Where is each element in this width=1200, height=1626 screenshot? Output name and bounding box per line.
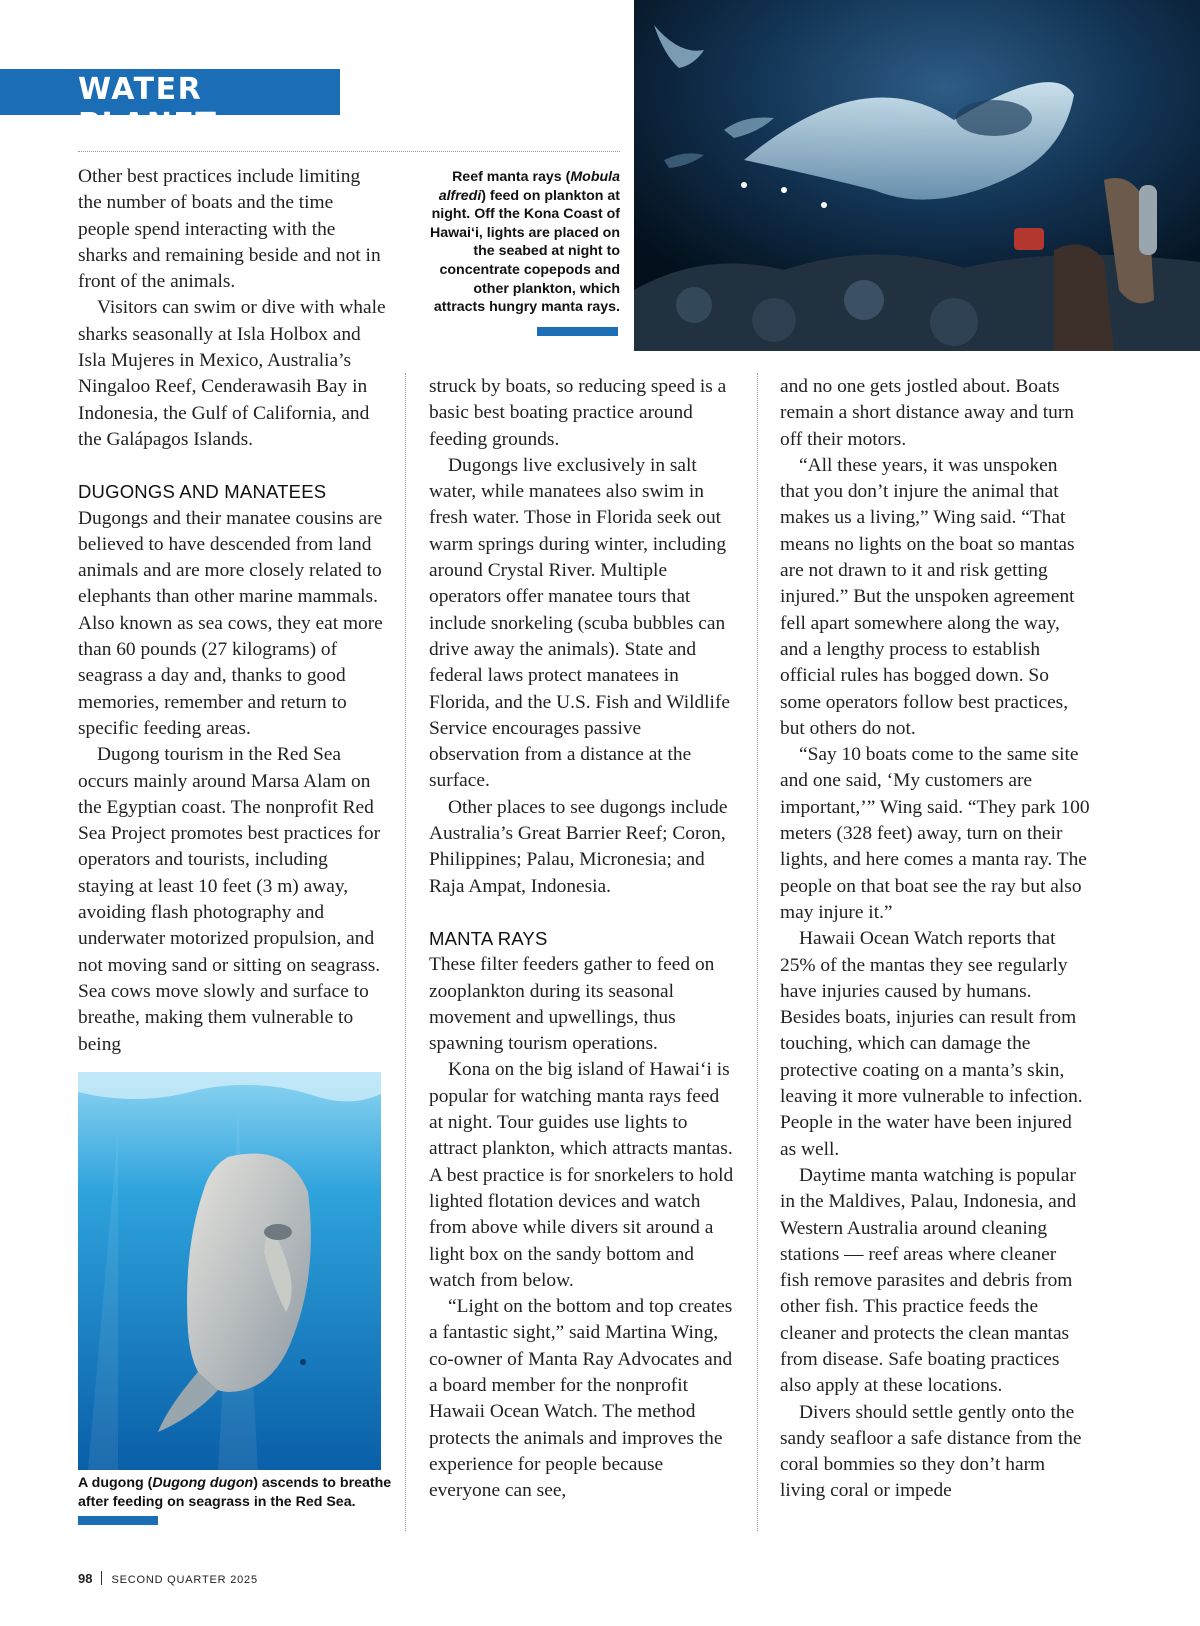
section-tag [0, 69, 340, 142]
paragraph: “Say 10 boats come to the same site and one said, ‘My customers are important,’” Wing said. “They park 100 meters (328 feet) away, turn on their lights, and here comes a manta ray. The people on that boat see the ray but also may injure it.” [780, 744, 1090, 923]
issue-label: SECOND QUARTER 2025 [111, 1574, 258, 1586]
paragraph: Hawaii Ocean Watch reports that 25% of the mantas they see regularly have injuries caused by humans. Besides boats, injuries can result from touching, which can damage the protective coating on a manta’s skin, leaving it more vulnerable to infection. People in the water have been injured as well. [780, 928, 1083, 1160]
manta-species-name: Mobula alfredi [438, 169, 620, 204]
footer-divider [101, 1571, 102, 1585]
paragraph: Dugongs live exclusively in salt water, while manatees also swim in fresh water. Those in Florida seek out warm springs during winter, including around Crystal River. Multiple operators offer manatee tours that include snorkeling (scuba bubbles can drive away the animals). State and federal laws protect manatees in Florida, and the U.S. Fish and Wildlife Service encourages passive observation from a distance at the surface. [429, 454, 731, 792]
paragraph: Dugongs and their manatee cousins are believed to have descended from land animals and are more closely related to elephants than other marine mammals. Also known as sea cows, they eat more than 60 pounds (27 kilograms) of seagrass a day and, thanks to good memories, remember and return to specific feeding areas. [78, 507, 383, 739]
paragraph: These filter feeders gather to feed on zooplankton during its seasonal movement and upwellings, thus spawning tourism operations. [429, 954, 715, 1055]
page-footer [78, 1571, 258, 1586]
caption-accent-bar [78, 1516, 158, 1525]
dugong-photo [78, 1072, 381, 1470]
paragraph: Dugong tourism in the Red Sea occurs mainly around Marsa Alam on the Egyptian coast. The nonprofit Red Sea Project promotes best practices for operators and tourists, including staying at least 10 feet (3 m) away, avoiding flash photography and underwater motorized propulsion, and not moving sand or sitting on seagrass. Sea cows move slowly and surface to breathe, making them vulnerable to being [78, 744, 381, 1055]
subheading-dugongs: DUGONGS AND MANATEES [78, 481, 327, 503]
paragraph: struck by boats, so reducing speed is a basic best boating practice around feeding grounds. [429, 376, 727, 450]
section-label: WATER PLANET [78, 72, 218, 142]
caption-accent-bar [537, 327, 618, 336]
paragraph: Daytime manta watching is popular in the Maldives, Palau, Indonesia, and Western Australia around cleaning stations — reef areas where cleaner fish remove parasites and debris from other fish. This practice feeds the cleaner and protects the clean mantas from disease. Safe boating practices also apply at these locations. [780, 1164, 1077, 1397]
header-rule [78, 151, 620, 152]
manta-ray-photo [634, 0, 1200, 351]
paragraph: “Light on the bottom and top creates a fantastic sight,” said Martina Wing, co-owner of Manta Ray Advocates and a board member for the nonprofit Hawaii Ocean Watch. The method protects the animals and improves the experience for people because everyone can see, [429, 1296, 733, 1502]
dugong-photo-caption: A dugong (Dugong dugon) ascends to breathe after feeding on seagrass in the Red Sea. [78, 1475, 392, 1510]
subheading-manta-rays: MANTA RAYS [429, 927, 548, 949]
paragraph: Other best practices include limiting the number of boats and the time people spend interacting with the sharks and remaining beside and not in front of the animals. [78, 166, 381, 293]
dugong-species-name: Dugong dugon [152, 1475, 254, 1491]
article-column-2 [429, 374, 734, 1504]
manta-photo-caption: Reef manta rays (Mobula alfredi) feed on plankton at night. Off the Kona Coast of Hawai‘i, lights are placed on the seabed at night to concentrate copepods and other plankton, which attracts hungry manta rays. [430, 169, 621, 316]
article-column-1 [78, 164, 388, 1058]
paragraph: “All these years, it was unspoken that you don’t injure the animal that makes us a living,” Wing said. “That means no lights on the boat so mantas are not drawn to it and risk getting injured.” But the unspoken agreement fell apart somewhere along the way, and a lengthy process to establish official rules has bogged down. So some operators follow best practices, but others do not. [780, 454, 1075, 739]
column-rule [405, 373, 406, 1531]
article-column-3 [780, 374, 1090, 1505]
page-number: 98 [78, 1571, 93, 1586]
paragraph: Other places to see dugongs include Australia’s Great Barrier Reef; Coron, Philippines; Palau, Micronesia; and Raja Ampat, Indonesia. [429, 796, 728, 897]
paragraph: Visitors can swim or dive with whale sharks seasonally at Isla Holbox and Isla Mujeres in Mexico, Australia’s Ningaloo Reef, Cenderawasih Bay in Indonesia, the Gulf of California, and the Galápagos Islands. [78, 297, 386, 450]
paragraph: Divers should settle gently onto the sandy seafloor a safe distance from the coral bommies so they don’t harm living coral or impede [780, 1401, 1082, 1502]
paragraph: and no one gets jostled about. Boats remain a short distance away and turn off their motors. [780, 376, 1074, 450]
column-rule [757, 373, 758, 1531]
paragraph: Kona on the big island of Hawai‘i is popular for watching manta rays feed at night. Tour guides use lights to attract plankton, which attracts mantas. A best practice is for snorkelers to hold lighted flotation devices and watch from above while divers sit around a light box on the sandy bottom and watch from below. [429, 1059, 734, 1291]
